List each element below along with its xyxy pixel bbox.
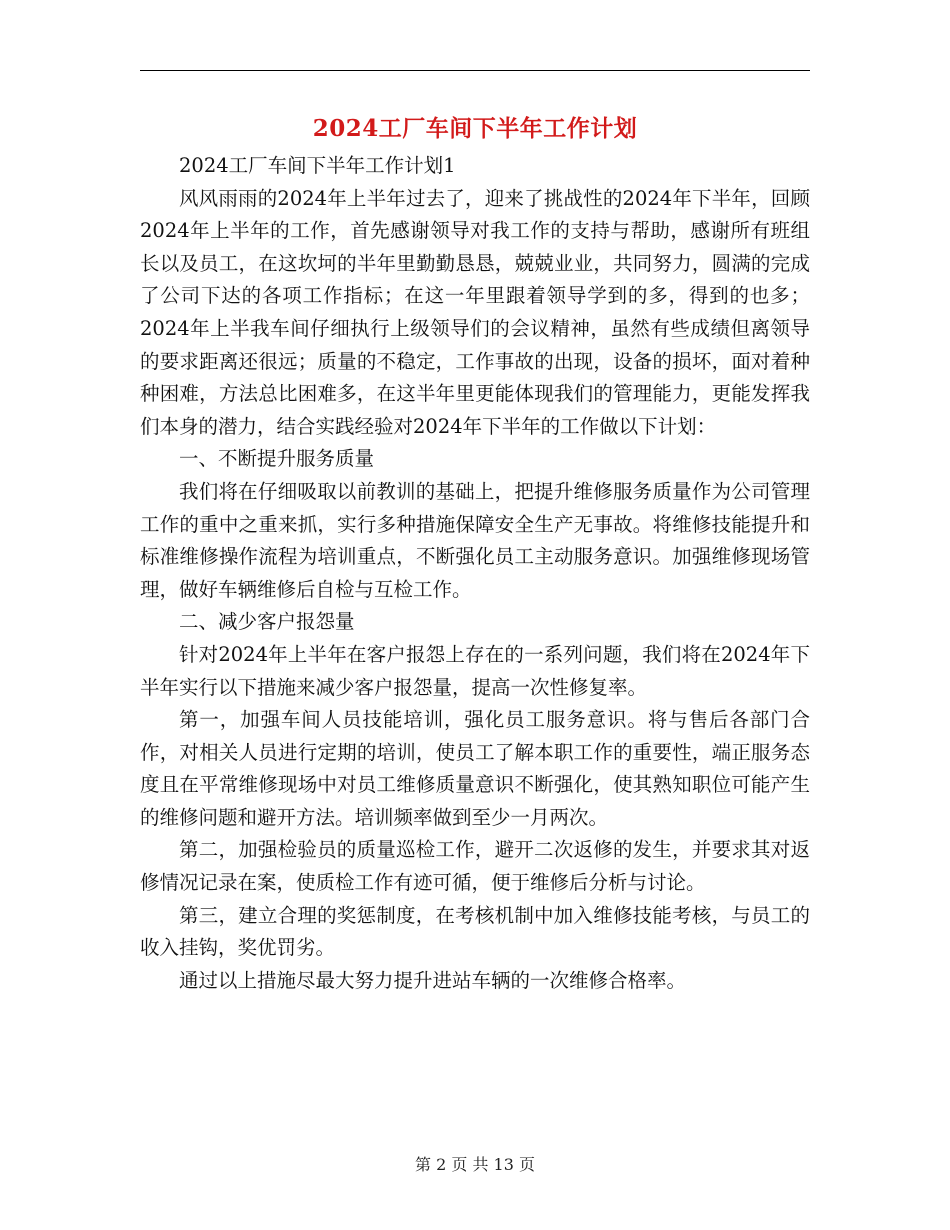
section-1-paragraph: 我们将在仔细吸取以前教训的基础上，把提升维修服务质量作为公司管理工作的重中之重来抓，实行多种措施保障安全生产无事故。将维修技能提升和标准维修操作流程为培训重点，不断强化员工主动服务意识。加强维修现场管理，做好车辆维修后自检与互检工作。 bbox=[140, 479, 810, 601]
section-heading-2: 二、减少客户报怨量 bbox=[179, 610, 355, 634]
header-rule bbox=[140, 70, 810, 71]
section-heading-1: 一、不断提升服务质量 bbox=[179, 447, 375, 471]
page-number-footer: 第 2 页 共 13 页 bbox=[415, 1155, 535, 1174]
document-title: 2024工厂车间下半年工作计划 bbox=[312, 115, 638, 142]
measure-3-paragraph: 第三，建立合理的奖惩制度，在考核机制中加入维修技能考核，与员工的收入挂钩，奖优罚劣。 bbox=[140, 903, 810, 960]
conclusion-paragraph: 通过以上措施尽最大努力提升进站车辆的一次维修合格率。 bbox=[179, 968, 687, 992]
intro-paragraph: 风风雨雨的2024年上半年过去了，迎来了挑战性的2024年下半年，回顾2024年上半年的工作，首先感谢领导对我工作的支持与帮助，感谢所有班组长以及员工，在这坎坷的半年里勤勤恳恳，兢兢业业，共同努力，圆满的完成了公司下达的各项工作指标；在这一年里跟着领导学到的多，得到的也多；2024年上半我车间仔细执行上级领导们的会议精神，虽然有些成绩但离领导的要求距离还很远；质量的不稳定，工作事故的出现，设备的损坏，面对着种种困难，方法总比困难多，在这半年里更能体现我们的管理能力，更能发挥我们本身的潜力，结合实践经验对2024年下半年的工作做以下计划： bbox=[140, 186, 810, 438]
document-body bbox=[140, 150, 810, 997]
section-2-paragraph: 针对2024年上半年在客户报怨上存在的一系列问题，我们将在2024年下半年实行以下措施来减少客户报怨量，提高一次性修复率。 bbox=[140, 642, 810, 699]
measure-2-paragraph: 第二，加强检验员的质量巡检工作，避开二次返修的发生，并要求其对返修情况记录在案，使质检工作有迹可循，便于维修后分析与讨论。 bbox=[140, 838, 810, 895]
measure-1-paragraph: 第一，加强车间人员技能培训，强化员工服务意识。将与售后各部门合作，对相关人员进行定期的培训，使员工了解本职工作的重要性，端正服务态度且在平常维修现场中对员工维修质量意识不断强化，使其熟知职位可能产生的维修问题和避开方法。培训频率做到至少一月两次。 bbox=[140, 708, 810, 829]
subtitle-paragraph: 2024工厂车间下半年工作计划1 bbox=[179, 154, 456, 177]
